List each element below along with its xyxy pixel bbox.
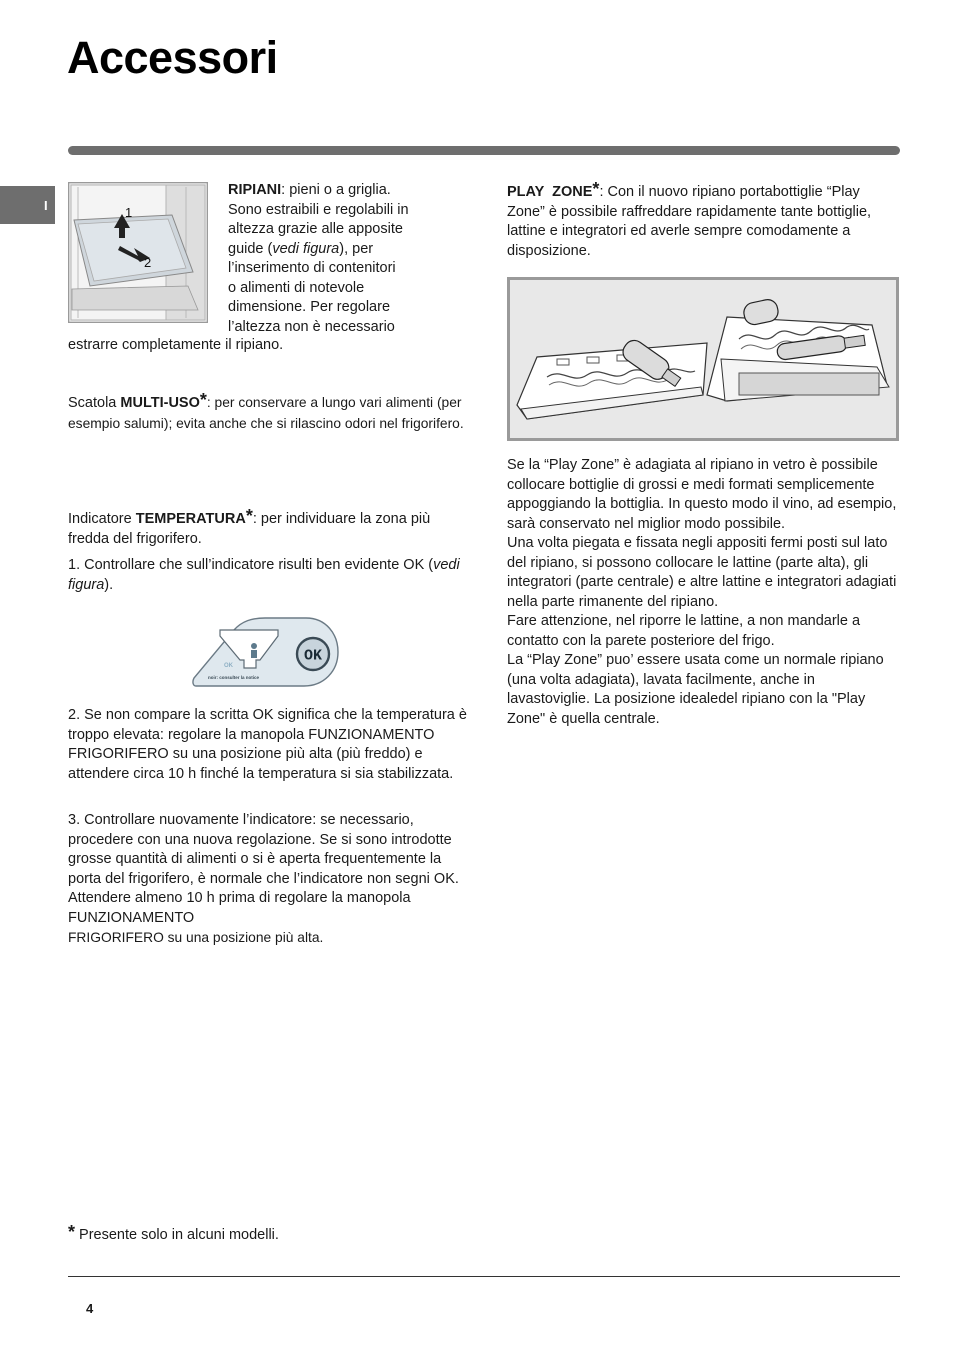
multiuso-text: : per conservare a lungo vari alimenti (per esempio salumi); evita anche che si rilascino odori nel frigorifero. [68,395,464,431]
temperatura-step-3 [68,811,468,948]
ripiani-line: : pieni o a griglia. [281,182,391,198]
step-text: ). [104,576,114,593]
language-tab [0,186,55,224]
playzone-description [507,456,900,729]
asterisk: * [199,390,207,410]
ripiani-line: l’altezza non è necessario [228,318,395,335]
playzone-paragraph: Fare attenzione, nel riporre le lattine, a non mandarle a contatto con la parete posteriore del frigo. [507,613,861,649]
figure-label-1: 1 [125,205,133,220]
figure-label-2: 2 [144,255,152,270]
playzone-intro [507,181,900,261]
playzone-paragraph: Una volta piegata e fissata negli appositi fermi posti sul lato del ripiano, si possono collocare le lattine (parte alta), gli integratori (parte centrale) e altre lattine e integratori adagiati nella parte rimanente del ripiano. [507,535,897,610]
temperatura-step-2: 2. Se non compare la scritta OK significa che la temperatura è troppo elevata: regolare la manopola FUNZIONAMENTO FRIGORIFERO su una posizione più alta (più freddo) e attendere circa 10 h finché la temperatura si sia stabilizzata. [68,707,467,782]
temperatura-step-1 [68,556,468,595]
ripiani-line: guide ( [228,240,273,257]
indicator-notice-text: noir: consulter la notice [208,675,260,680]
step-text-small: FRIGORIFERO su una posizione più alta. [68,930,324,945]
page-title: Accessori [67,32,278,83]
ripiani-label: RIPIANI [228,182,282,198]
footnote-text: Presente solo in alcuni modelli. [75,1227,279,1243]
multiuso-prefix: Scatola [68,395,121,411]
asterisk: * [68,1222,76,1242]
ripiani-line: altezza grazie alle apposite [228,221,403,237]
top-divider [68,146,900,155]
indicator-ok-text: OK [303,647,323,665]
step-text: 1. Controllare che sull’indicatore risulti ben evidente OK ( [68,557,434,573]
step-text: 3. Controllare nuovamente l’indicatore: se necessario, procedere con una nuova regolazione. Se si sono introdotte grosse quantità di alimenti o si è aperta frequentemente la porta del frigorifero, è normale che l’indicatore non segni OK. Attendere almeno 10 h prima di regolare la manopola FUNZIONAMENTO [68,812,459,926]
playzone-illustration [507,277,899,441]
ripiani-line: o alimenti di notevole [228,279,365,296]
temperatura-prefix: Indicatore [68,511,136,527]
page-number: 4 [86,1301,94,1316]
multiuso-label: MULTI-USO [120,395,200,411]
ripiani-description [228,181,463,337]
bottom-divider [68,1276,900,1277]
indicator-small-ok: OK [224,663,233,669]
playzone-intro-text: : Con il nuovo ripiano portabottiglie “Play Zone” è possibile raffreddare rapidamente tante bottiglie, lattine e integratori ed averle sempre comodamente a disposizione. [507,184,872,259]
temperature-indicator-illustration [190,616,340,689]
step-italic: vedi figura [68,557,460,593]
temperatura-text: : per individuare la zona più fredda del frigorifero. [68,511,431,547]
ripiani-line: ), per [339,240,374,257]
asterisk: * [592,179,600,199]
temperatura-label: TEMPERATURA [135,511,246,527]
ripiani-italic: vedi figura [272,240,340,257]
ripiani-line: Sono estraibili e regolabili in [228,201,409,218]
temperatura-paragraph [68,508,468,549]
playzone-paragraph: La “Play Zone” puo’ essere usata come un normale ripiano (una volta adagiata), lavata facilmente, anche in lavastoviglie. La posizione idealedel ripiano con la "Play Zone" è quella centrale. [507,652,884,727]
playzone-paragraph: Se la “Play Zone” è adagiata al ripiano in vetro è possibile collocare bottiglie di grossi e medi formati semplicemente appoggiando la bottiglia. In questo modo il vino, ad esempio, sarà conservato nel miglior modo possibile. [507,457,897,532]
ripiani-line: dimensione. Per regolare [228,299,391,315]
shelf-illustration [68,182,208,323]
footnote [68,1224,468,1246]
language-tab-label: I [44,198,48,213]
playzone-label: PLAY ZONE [507,184,593,200]
multiuso-paragraph [68,392,468,433]
ripiani-line: estrarre completamente il ripiano. [68,337,284,353]
asterisk: * [245,506,253,526]
ripiani-line: l’inserimento di contenitori [228,260,396,276]
